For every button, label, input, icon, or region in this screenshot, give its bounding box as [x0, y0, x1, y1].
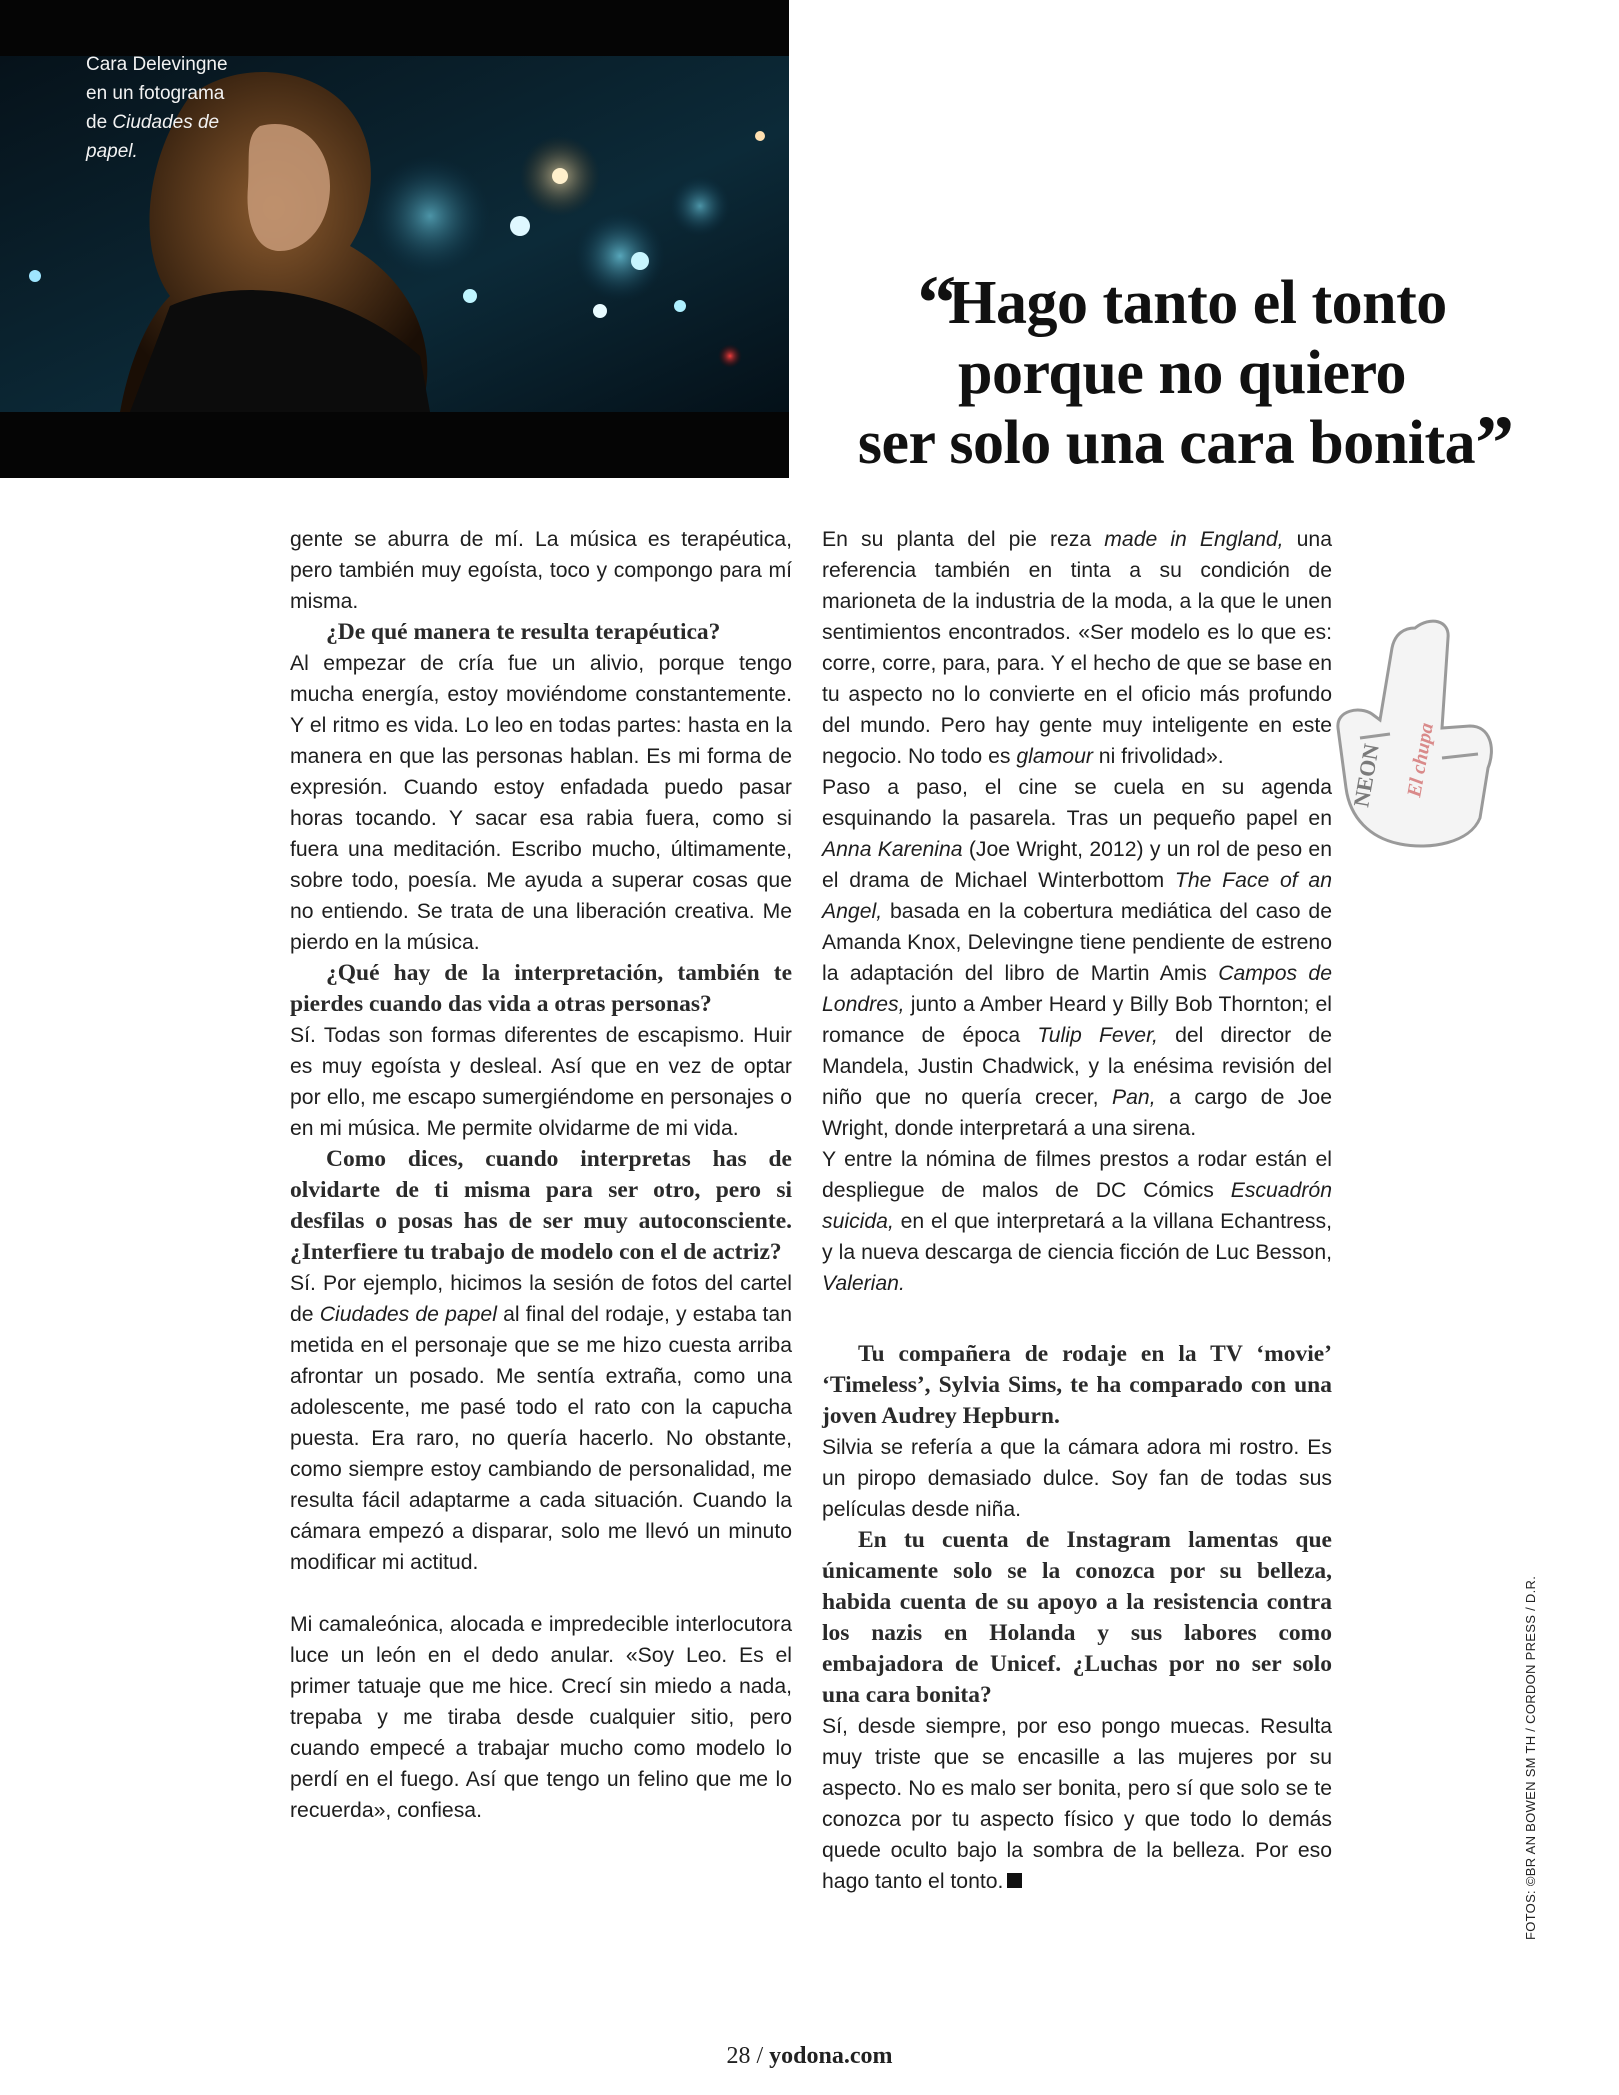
pull-quote-line: porque no quiero	[958, 339, 1406, 407]
body-paragraph	[822, 772, 1332, 1144]
film-title: Campos de Londres,	[822, 962, 1332, 1016]
interview-question: ¿Qué hay de la interpretación, también te pierdes cuando das vida a otras personas?	[290, 960, 792, 1017]
italic-run: glamour	[1016, 745, 1093, 768]
text-run: al final del rodaje, y estaba tan metida en el personaje que se me hizo cuesta arriba afrontar un posado. Me sentía extraña, como una adolescente, me pasé todo el rato con la capucha puesta. Era raro, no quería hacerlo. No obstante, como siempre estoy cambiando de personalidad, me resulta fácil adaptarme a cada situación. Cuando la cámara empezó a disparar, solo me llevó un minuto modificar mi actitud.	[290, 1303, 792, 1574]
text-run: una referencia también en tinta a su condición de marioneta de la industria de la moda, a la que le unen sentimientos encontrados. «Ser modelo es lo que es: corre, corre, para, para. Y el hecho de que se base en tu aspecto no lo convierte en el oficio más profundo del mundo. Pero hay gente muy inteligente en este negocio. No todo es	[822, 528, 1332, 768]
film-title: Valerian.	[822, 1272, 905, 1295]
pull-quote-line: ser solo una cara bonita	[857, 409, 1476, 477]
text-run: del director de Mandela, Justin Chadwick, y la enésima revisión del niño que no quería crecer,	[822, 1024, 1332, 1109]
film-title: Tulip Fever,	[1037, 1024, 1158, 1047]
body-paragraph	[822, 1144, 1332, 1299]
photo-letterbox-top	[0, 0, 789, 56]
interview-question: Tu compañera de rodaje en la TV ‘movie’ ‘Timeless’, Sylvia Sims, te ha comparado con una joven Audrey Hepburn.	[822, 1341, 1332, 1429]
text-run: en el que interpretará a la villana Echantress, y la nueva descarga de ciencia ficción de Luc Besson,	[822, 1210, 1332, 1264]
interview-answer	[290, 1268, 792, 1578]
caption-line: Cara Delevingne	[86, 54, 228, 75]
body-paragraph	[822, 524, 1332, 772]
photo-caption	[86, 50, 296, 166]
open-quote-mark: “	[917, 259, 949, 346]
film-title: Escuadrón suicida,	[822, 1179, 1332, 1233]
footer-separator: /	[750, 2043, 770, 2069]
text-run: Sí. Por ejemplo, hicimos la sesión de fotos del cartel de	[290, 1272, 792, 1326]
photo-letterbox-bottom	[0, 412, 789, 478]
page-number: 28	[726, 2043, 751, 2069]
text-run: Paso a paso, el cine se cuela en su agenda esquinando la pasarela. Tras un pequeño papel en	[822, 776, 1332, 830]
article-column-right	[822, 524, 1332, 1897]
body-paragraph: gente se aburra de mí. La música es terapéutica, pero también muy egoísta, toco y compongo para mí misma.	[290, 528, 792, 613]
text-run: junto a Amber Heard y Billy Bob Thornton; el romance de época	[822, 993, 1332, 1047]
film-title: Anna Karenina	[822, 838, 963, 861]
caption-line: de	[86, 112, 113, 133]
interview-question: En tu cuenta de Instagram lamentas que únicamente solo se la conozca por su belleza, habida cuenta de su apoyo a la resistencia contra los nazis en Holanda y sus labores como embajadora de Unicef. ¿Luchas por no ser solo una cara bonita?	[822, 1527, 1332, 1708]
end-of-article-mark	[1007, 1873, 1022, 1888]
interview-question: ¿De qué manera te resulta terapéutica?	[326, 619, 721, 645]
page-footer	[0, 2043, 1619, 2070]
film-title: Pan,	[1112, 1086, 1156, 1109]
interview-question: Como dices, cuando interpretas has de olvidarte de ti misma para ser otro, pero si desfilas o posas has de ser muy autoconsciente. ¿Interfiere tu trabajo de modelo con el de actriz?	[290, 1146, 792, 1265]
pull-quote-line: Hago tanto el tonto	[948, 269, 1447, 337]
caption-line: en un fotograma	[86, 83, 225, 104]
interview-answer: Al empezar de cría fue un alivio, porque tengo mucha energía, estoy moviéndome constantemente. Y el ritmo es vida. Lo leo en todas partes: hasta en la manera en que las personas hablan. Es mi forma de expresión. Cuando estoy enfadada puedo pasar horas tocando. Y sacar esa rabia fuera, como si fuera una meditación. Escribo mucho, últimamente, sobre todo, poesía. Me ayuda a superar cosas que no entiendo. Se trata de una liberación creativa. Me pierdo en la música.	[290, 652, 792, 954]
text-run: En su planta del pie reza	[822, 528, 1105, 551]
close-quote-mark: ”	[1475, 399, 1507, 486]
film-title: Ciudades de papel	[319, 1303, 497, 1326]
site-name: yodona.com	[769, 2043, 893, 2069]
body-paragraph: Mi camaleónica, alocada e impredecible interlocutora luce un león en el dedo anular. «Soy Leo. Es el primer tatuaje que me hice. Crecí sin miedo a nada, trepaba y me tiraba desde cualquier sitio, pero cuando empecé a trabajar mucho como modelo lo perdí en el fuego. Así que tengo un felino que me lo recuerda», confiesa.	[290, 1613, 792, 1822]
text-run: basada en la cobertura mediática del caso de Amanda Knox, Delevingne tiene pendiente de estreno la adaptación del libro de Martin Amis	[822, 900, 1332, 985]
hand-finger-text: El chupa	[1403, 721, 1438, 799]
hand-tattoo-text: NEON	[1348, 741, 1384, 809]
article-column-left	[290, 524, 792, 1826]
caption-film-title: papel.	[86, 141, 138, 162]
interview-answer	[822, 1711, 1332, 1897]
italic-run: made in England,	[1104, 528, 1284, 551]
photo-credit	[1523, 1575, 1545, 1940]
photo-credit-text: FOTOS: ©BR AN BOWEN SM TH / CORDON PRESS / D.R.	[1523, 1575, 1538, 1940]
text-run: a cargo de Joe Wright, donde interpretará a una sirena.	[822, 1086, 1332, 1140]
hand-illustration	[1320, 608, 1510, 854]
interview-answer: Silvia se refería a que la cámara adora mi rostro. Es un piropo demasiado dulce. Soy fan de todas sus películas desde niña.	[822, 1436, 1332, 1521]
caption-film-title: Ciudades de	[112, 112, 220, 133]
text-run: Y entre la nómina de filmes prestos a rodar están el despliegue de malos de DC Cómics	[822, 1148, 1332, 1202]
pull-quote	[812, 259, 1552, 486]
interview-answer: Sí. Todas son formas diferentes de escapismo. Huir es muy egoísta y desleal. Así que en vez de optar por ello, me escapo sumergiéndome en personajes o en mi música. Me permite olvidarme de mi vida.	[290, 1024, 792, 1140]
text-run: ni frivolidad».	[1092, 745, 1224, 768]
text-run: (Joe Wright, 2012) y un rol de peso en el drama de Michael Winterbottom	[822, 838, 1332, 892]
hero-photo	[0, 0, 789, 478]
film-title: The Face of an Angel,	[822, 869, 1333, 923]
text-run: Sí, desde siempre, por eso pongo muecas. Resulta muy triste que se encasille a las mujeres por su aspecto. No es malo ser bonita, pero sí que solo se te conozca por tu aspecto físico y que todo lo demás quede oculto bajo la sombra de la belleza. Por eso hago tanto el tonto.	[822, 1715, 1332, 1893]
